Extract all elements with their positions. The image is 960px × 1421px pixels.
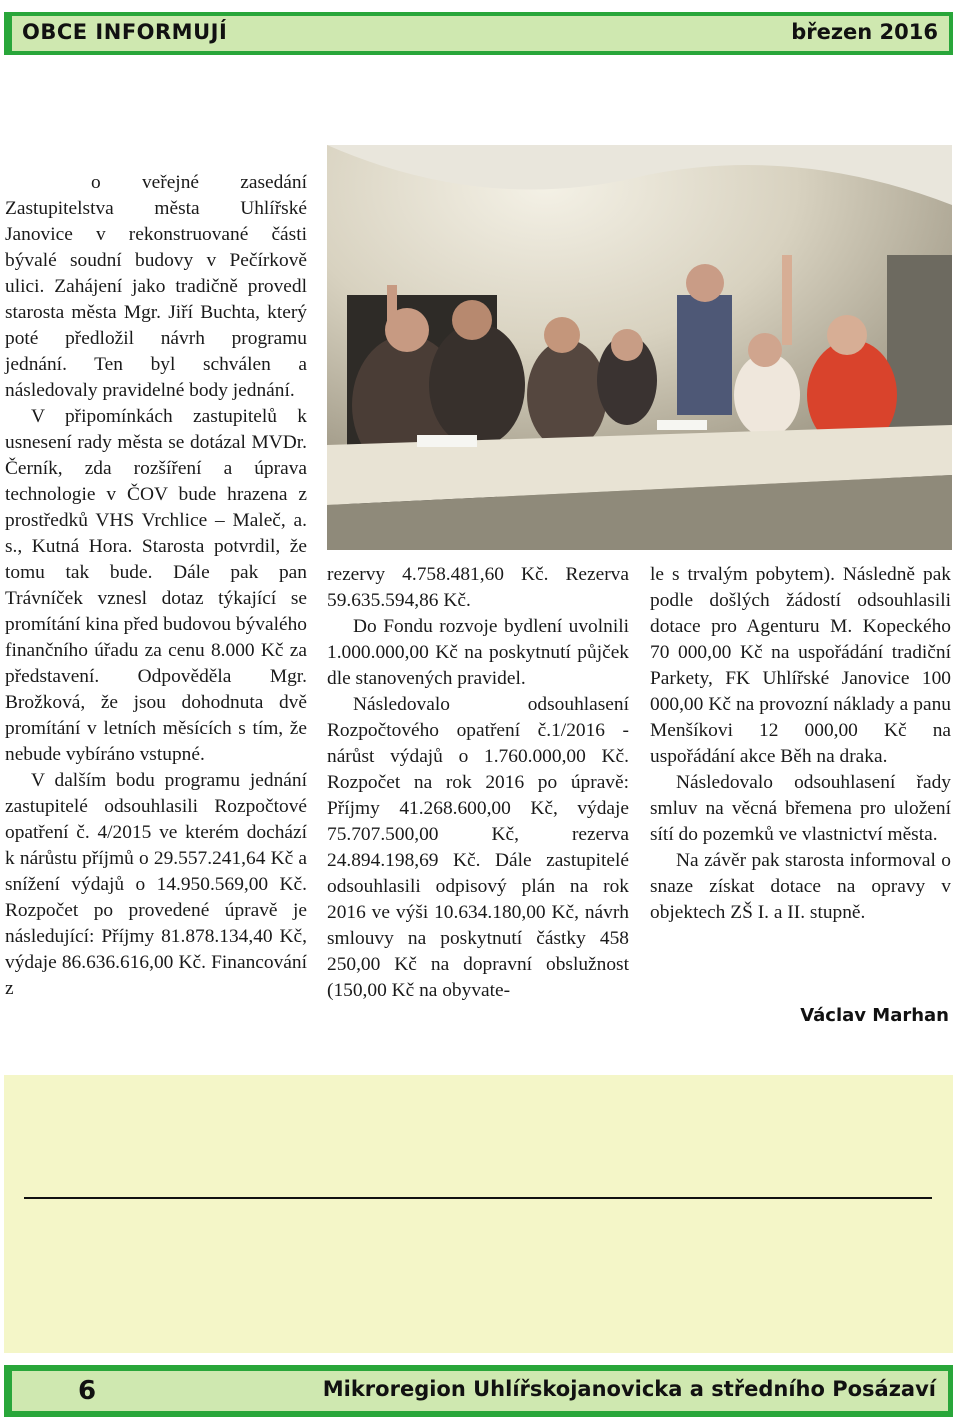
meeting-photo-illustration (327, 145, 952, 550)
article-paragraph: le s trvalým pobytem). Následně pak podle došlých žádostí odsouhlasili dotace pro Agenturu M. Kopeckého 70 000,00 Kč na uspořádání tradiční Parkety, FK Uhlířské Janovice 100 000,00 Kč na provozní náklady a panu Menšíkovi 12 000,00 Kč na uspořádání akce Běh na draka. (650, 564, 951, 767)
divider-line (24, 1197, 932, 1199)
article-paragraph: Do Fondu rozvoje bydlení uvolnili 1.000.000,00 Kč na poskytnutí půjček dle stanovených pravidel. (327, 616, 629, 689)
article-paragraph: Následovalo odsouhlasení řady smluv na věcná břemena pro uložení sítí do pozemků ve vlastnictví města. (650, 772, 951, 845)
issue-date: březen 2016 (791, 20, 938, 44)
section-title: OBCE INFORMUJÍ (22, 20, 228, 44)
article-paragraph: V dalším bodu programu jednání zastupitelé odsouhlasili Rozpočtové opatření č. 4/2015 ve kterém dochází k nárůstu příjmů o 29.557.241,64 Kč a snížení výdajů o 14.950.569,00 Kč. Rozpočet po provedené úpravě je následující: Příjmy 81.878.134,40 Kč, výdaje 86.636.616,00 Kč. Financování z (5, 770, 307, 999)
page-number: 6 (78, 1376, 97, 1406)
article-paragraph: Na závěr pak starosta informoval o snaze získat dotace na opravy v objektech ZŠ I. a II. stupně. (650, 850, 951, 923)
meeting-photo (327, 145, 952, 550)
article-paragraph: Následovalo odsouhlasení Rozpočtového opatření č.1/2016 - nárůst výdajů o 1.760.000,00 Kč. Rozpočet na rok 2016 po úpravě: Příjmy 41.268.600,00 Kč, výdaje 75.707.500,00 Kč, rezerva 24.894.198,69 Kč. Dále zastupitelé odsouhlasili odpisový plán na rok 2016 ve výši 10.634.180,00 Kč, návrh smlouvy na poskytnutí částky 458 250,00 Kč na dopravní obslužnost (150,00 Kč na obyvate- (327, 694, 629, 1001)
article-author: Václav Marhan (800, 1005, 949, 1026)
publication-title: Mikroregion Uhlířskojanovicka a středního Posázaví (322, 1377, 936, 1401)
article-column-1 (5, 170, 307, 1002)
ad-box (4, 1075, 953, 1353)
article-paragraph: o veřejné zasedání Zastupitelstva města Uhlířské Janovice v rekonstruované části bývalé soudní budovy v Pečírkově ulici. Zahájení jako tradičně provedl starosta města Mgr. Jiří Buchta, který poté předložil návrh programu jednání. Ten byl schválen a následovaly pravidelné body jednání. (5, 172, 307, 401)
article-column-2 (327, 562, 629, 1004)
article-column-3 (650, 562, 951, 926)
article-paragraph: rezervy 4.758.481,60 Kč. Rezerva 59.635.594,86 Kč. (327, 564, 629, 611)
article-paragraph: V připomínkách zastupitelů k usnesení rady města se dotázal MVDr. Černík, zda rozšíření a úprava technologie v ČOV bude hrazena z prostředků VHS Vrchlice – Maleč, a. s., Kutná Hora. Starosta potvrdil, že tomu tak bude. Dále pak pan Trávníček vznesl dotaz týkající se promítání kina před budovou bývalého finančního úřadu za cenu 8.000 Kč za představení. Odpověděla Mgr. Brožková, že jsou dohodnuta dvě promítání v letních měsících s tím, že nebude vybíráno vstupné. (5, 406, 307, 765)
